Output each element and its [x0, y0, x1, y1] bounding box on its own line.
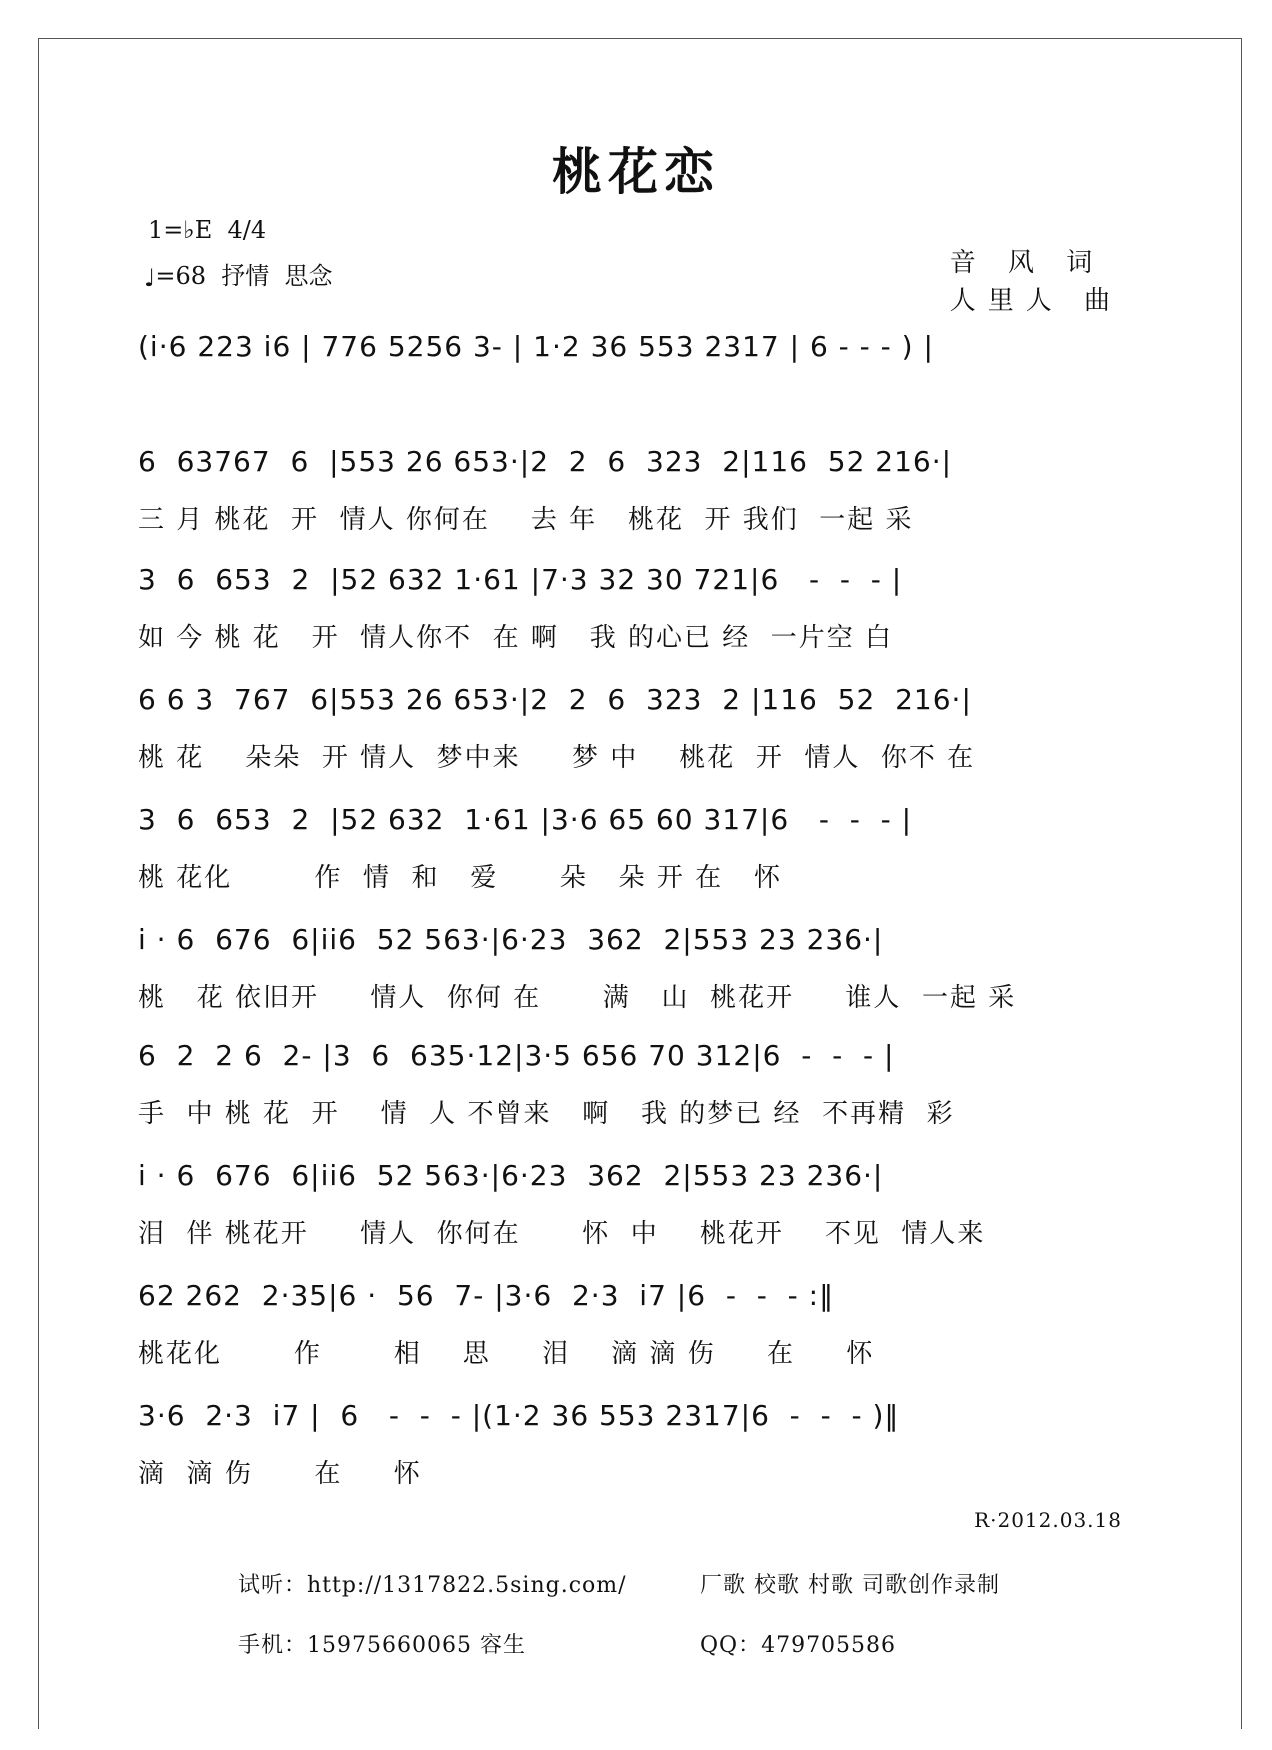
lyrics-row: 桃 花 朵朵 开 情人 梦中来 梦 中 桃花 开 情人 你不 在 — [138, 743, 976, 773]
lyrics-row: 桃 花 依旧开 情人 你何 在 满 山 桃花开 谁人 一起 采 — [138, 983, 1017, 1013]
lyrics-row: 滴 滴 伤 在 怀 — [138, 1459, 422, 1489]
song-title: 桃花恋 — [552, 142, 720, 201]
lyricist: 音 风 词 — [949, 248, 1105, 278]
lyrics-row: 泪 伴 桃花开 情人 你何在 怀 中 桃花开 不见 情人来 — [138, 1219, 986, 1249]
qq: QQ：479705586 — [700, 1633, 897, 1658]
notation-row: 6 6 3 767 6|553 26 653·|2 2 6 323 2 |116 52 216·| — [138, 683, 972, 716]
credits — [950, 244, 1122, 320]
notation-row: 3 6 653 2 |52 632 1·61 |7·3 32 30 721|6 - - - | — [138, 563, 903, 596]
service-text: 厂歌 校歌 村歌 司歌创作录制 — [700, 1573, 1000, 1598]
phone: 手机：15975660065 容生 — [238, 1633, 526, 1658]
quarter-note-icon: ♩ — [144, 264, 156, 292]
lyrics-row: 桃 花化 作 情 和 爱 朵 朵 开 在 怀 — [138, 863, 782, 893]
notation-row: 6 2 2 6 2- |3 6 635·12|3·5 656 70 312|6 - - - | — [138, 1039, 895, 1072]
lyrics-row: 三 月 桃花 开 情人 你何在 去 年 桃花 开 我们 一起 采 — [138, 505, 914, 535]
notation-row: (i·6 223 i6 | 776 5256 3- | 1·2 36 553 2317 | 6 - - - ) | — [138, 330, 934, 363]
lyrics-row: 桃花化 作 相 思 泪 滴 滴 伤 在 怀 — [138, 1339, 875, 1369]
lyrics-row: 如 今 桃 花 开 情人你不 在 啊 我 的心已 经 一片空 白 — [138, 623, 894, 653]
composer: 人里人 曲 — [949, 286, 1122, 316]
lyrics-row: 手 中 桃 花 开 情 人 不曾来 啊 我 的梦已 经 不再精 彩 — [138, 1099, 955, 1129]
notation-row: 62 262 2·35|6 · 56 7- |3·6 2·3 i7 |6 - - - :‖ — [138, 1279, 835, 1312]
notation-row: i · 6 676 6|ii6 52 563·|6·23 362 2|553 23 236·| — [138, 923, 884, 956]
key-signature: 1=♭E 4/4 — [148, 216, 267, 244]
listen-link: 试听：http://1317822.5sing.com/ — [238, 1573, 627, 1598]
notation-row: 3·6 2·3 i7 | 6 - - - |(1·2 36 553 2317|6 - - - )‖ — [138, 1399, 900, 1432]
notation-row: 6 63767 6 |553 26 653·|2 2 6 323 2|116 52 216·| — [138, 445, 953, 478]
tempo-line — [144, 256, 333, 291]
notation-row: 3 6 653 2 |52 632 1·61 |3·6 65 60 317|6 - - - | — [138, 803, 913, 836]
notation-row: i · 6 676 6|ii6 52 563·|6·23 362 2|553 23 236·| — [138, 1159, 884, 1192]
tempo-marking: =68 抒情 思念 — [155, 262, 333, 290]
date-stamp: R·2012.03.18 — [974, 1508, 1122, 1532]
